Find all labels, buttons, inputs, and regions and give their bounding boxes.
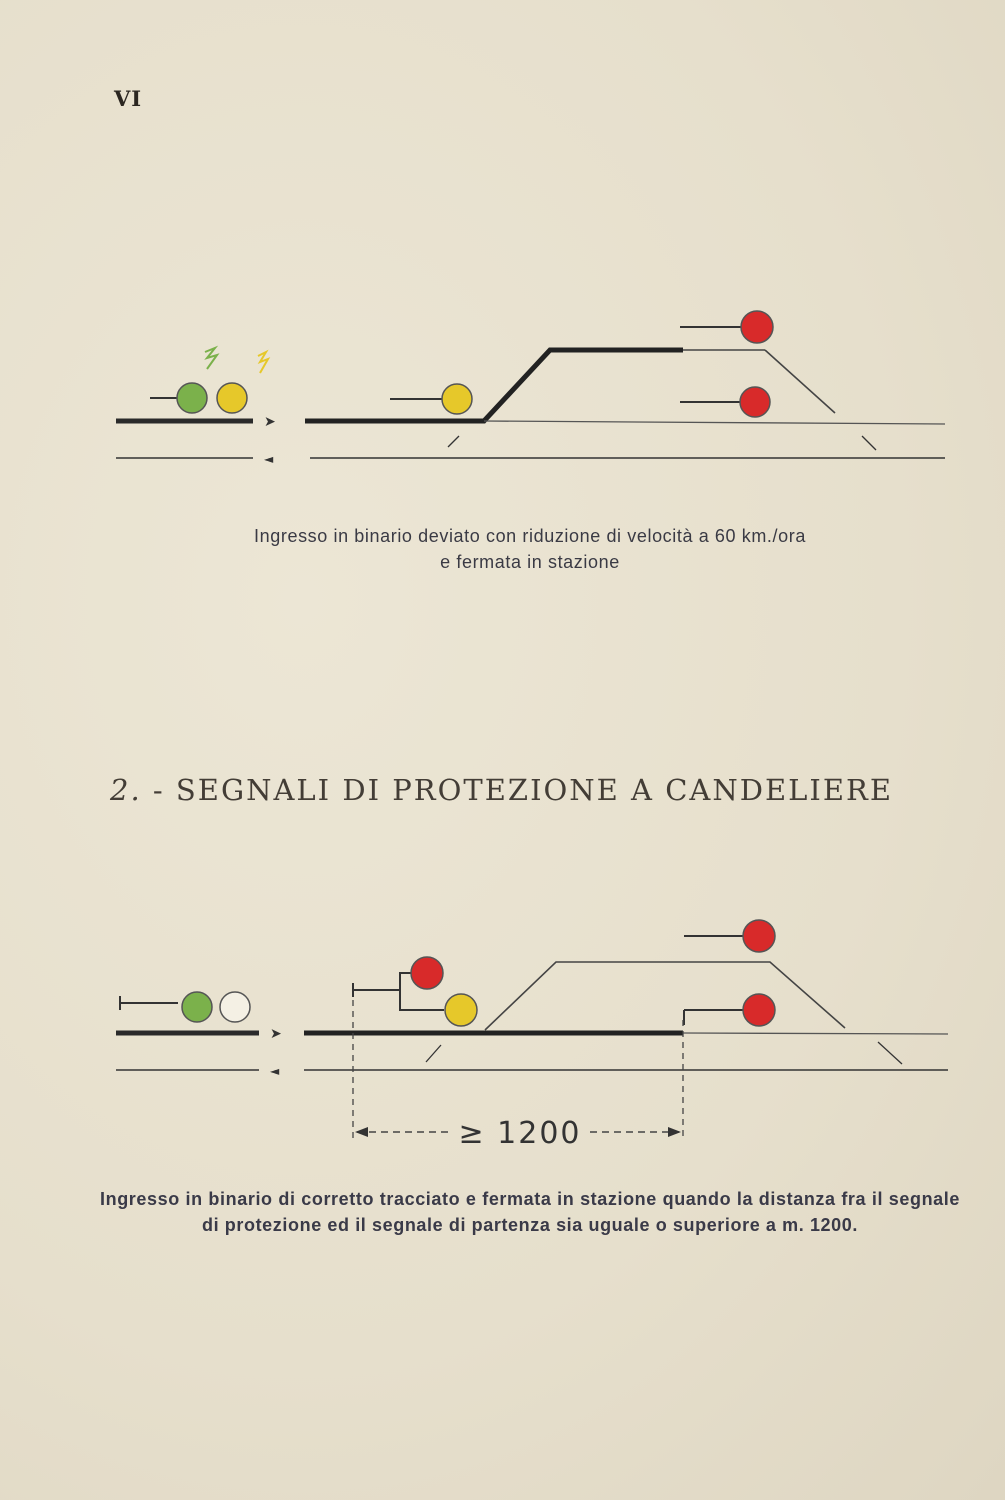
fig2-protection-post — [353, 973, 412, 990]
figure1-caption-line2: e fermata in stazione — [440, 552, 620, 572]
fig1-siding-diag — [765, 350, 835, 413]
fig1-arrow-left: ◄ — [264, 452, 274, 466]
fig1-departure-red-upper — [741, 311, 773, 343]
fig1-main-track-thin — [484, 421, 945, 424]
fig2-protection-post-lower — [400, 990, 444, 1010]
fig2-off-light — [220, 992, 250, 1022]
section-number: 2. — [110, 773, 142, 807]
fig2-distance-label: ≥ 1200 — [458, 1116, 582, 1151]
section-title-text: - SEGNALI DI PROTEZIONE A CANDELIERE — [152, 773, 894, 807]
fig1-departure-red-lower — [740, 387, 770, 417]
fig1-diverted-route — [305, 350, 683, 421]
fig1-flash-icon — [258, 352, 268, 373]
fig2-arrow-left: ◄ — [270, 1064, 280, 1078]
fig1-protection-yellow — [442, 384, 472, 414]
fig2-switch-tick — [426, 1045, 441, 1062]
fig2-protection-red — [411, 957, 443, 989]
fig2-siding — [485, 962, 845, 1030]
fig1-arrow-right: ➤ — [264, 414, 276, 430]
page-number: VI — [114, 86, 143, 111]
fig1-switch-tick — [448, 436, 459, 447]
fig2-arrowhead-right — [668, 1127, 681, 1137]
fig1-green-light — [177, 383, 207, 413]
fig2-arrow-right: ➤ — [270, 1026, 282, 1042]
figure1-caption-line1: Ingresso in binario deviato con riduzione di velocità a 60 km./ora — [254, 526, 806, 546]
figure1-caption — [150, 523, 910, 575]
fig2-green-light — [182, 992, 212, 1022]
fig1-yellow-light — [217, 383, 247, 413]
section-title — [110, 773, 990, 807]
fig2-protection-yellow — [445, 994, 477, 1026]
figure1-diagram — [0, 290, 1005, 480]
fig1-switch-tick — [862, 436, 876, 450]
figure2-diagram — [0, 910, 1005, 1160]
fig2-switch-tick — [878, 1042, 902, 1064]
fig2-main-track-thin — [683, 1033, 948, 1034]
figure2-caption: Ingresso in binario di corretto tracciato e fermata in stazione quando la distanza fra il segnale di protezione ed il segnale di partenza sia uguale o superiore a m. 1200. — [100, 1189, 960, 1235]
fig2-departure-red-lower — [743, 994, 775, 1026]
fig2-arrowhead-left — [355, 1127, 368, 1137]
fig2-departure-red-upper — [743, 920, 775, 952]
fig1-flash-icon — [205, 348, 217, 369]
